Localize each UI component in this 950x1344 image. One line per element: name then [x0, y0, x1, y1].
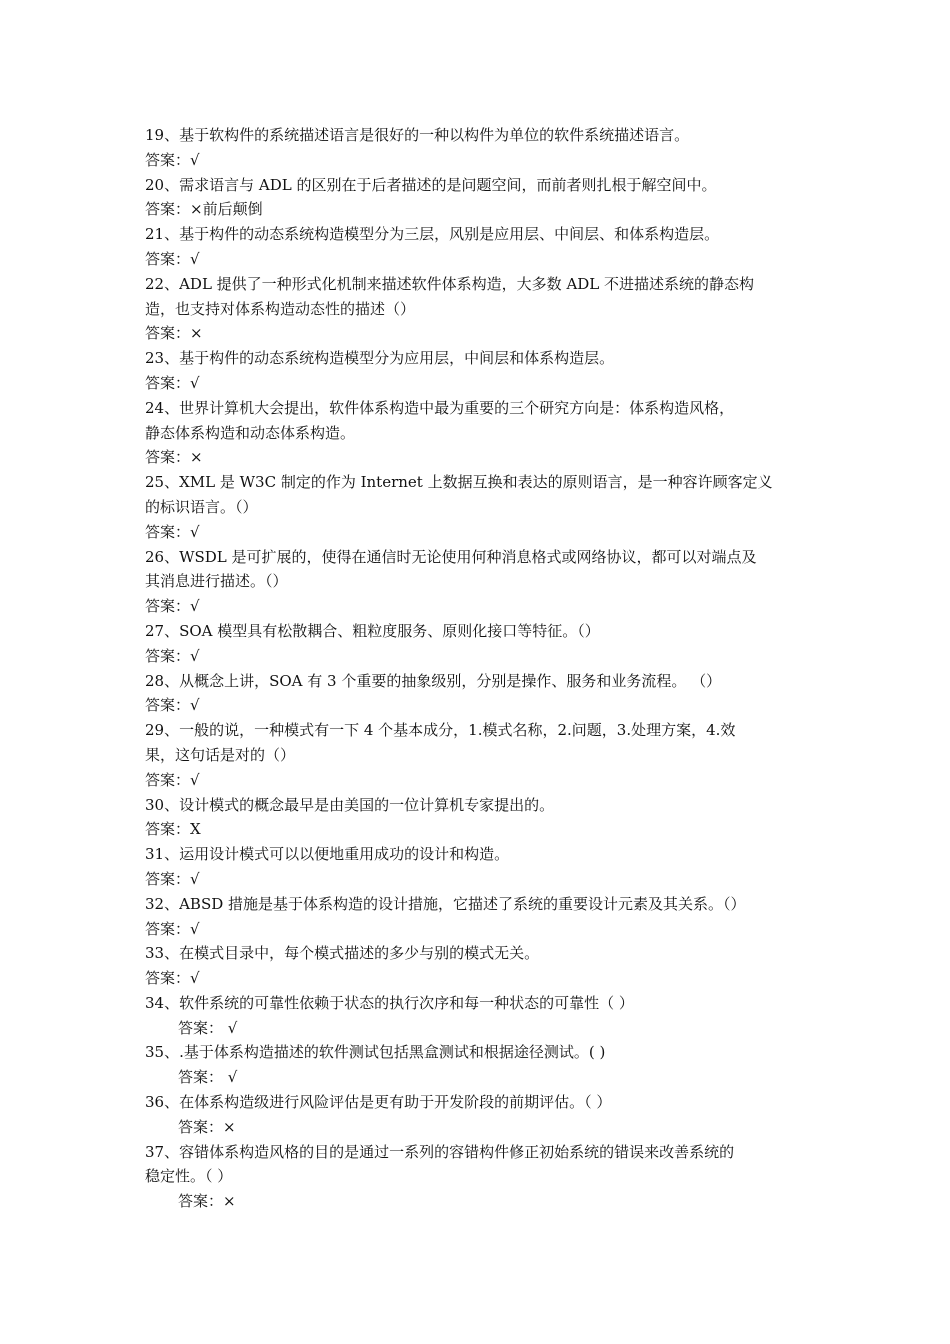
answer-line: 答案：√ [145, 597, 200, 616]
answer-line: 答案： √ [178, 1068, 238, 1087]
question-line: 34、软件系统的可靠性依赖于状态的执行次序和每一种状态的可靠性（ ） [145, 993, 634, 1012]
question-line: 其消息进行描述。（） [145, 572, 288, 591]
question-line: 的标识语言。（） [145, 497, 258, 516]
question-line: 24、世界计算机大会提出，软件体系构造中最为重要的三个研究方向是：体系构造风格， [145, 398, 735, 417]
question-line: 造，也支持对体系构造动态性的描述（） [145, 299, 416, 318]
answer-line: 答案：√ [145, 646, 200, 665]
answer-line: 答案：√ [145, 373, 200, 392]
answer-line: 答案：√ [145, 869, 200, 888]
question-line: 果，这句话是对的（） [145, 745, 296, 764]
answer-line: 答案：× [178, 1117, 236, 1136]
question-line: 19、基于软构件的系统描述语言是很好的一种以构件为单位的软件系统描述语言。 [145, 126, 690, 144]
question-line: 36、在体系构造级进行风险评估是更有助于开发阶段的前期评估。（ ） [145, 1093, 612, 1112]
question-line: 33、在模式目录中，每个模式描述的多少与别的模式无关。 [145, 944, 540, 963]
answer-line: 答案：√ [145, 770, 200, 789]
question-line: 23、基于构件的动态系统构造模型分为应用层，中间层和体系构造层。 [145, 349, 615, 368]
question-line: 25、XML 是 W3C 制定的作为 Internet 上数据互换和表达的原则语言，是一种容许顾客定义 [145, 473, 773, 492]
question-line: 37、容错体系构造风格的目的是通过一系列的容错构件修正初始系统的错误来改善系统的 [145, 1142, 735, 1161]
answer-line: 答案：√ [145, 696, 200, 715]
question-line: 22、ADL 提供了一种形式化机制来描述软件体系构造，大多数 ADL 不进描述系统的静态构 [145, 274, 755, 293]
answer-line: 答案： √ [178, 1018, 238, 1037]
question-line: 26、WSDL 是可扩展的，使得在通信时无论使用何种消息格式或网络协议，都可以对端点及 [145, 547, 757, 566]
answer-line: 答案：√ [145, 522, 200, 541]
question-line: 35、.基于体系构造描述的软件测试包括黑盒测试和根据途径测试。( ) [145, 1043, 606, 1062]
answer-line: 答案：√ [145, 969, 200, 988]
question-line: 31、运用设计模式可以以便地重用成功的设计和构造。 [145, 845, 510, 864]
answer-line: 答案：× [145, 448, 203, 467]
answer-line: 答案：√ [145, 919, 200, 938]
answer-line: 答案：X [145, 820, 201, 839]
answer-line: 答案：×前后颠倒 [145, 200, 263, 219]
question-line: 29、一般的说，一种模式有一下 4 个基本成分，1.模式名称，2.问题，3.处理方案，4.效 [145, 721, 736, 740]
question-line: 20、需求语言与 ADL 的区别在于后者描述的是问题空间，而前者则扎根于解空间中。 [145, 175, 717, 194]
answer-line: 答案：× [178, 1192, 236, 1211]
answer-line: 答案：√ [145, 249, 200, 268]
question-line: 27、SOA 模型具有松散耦合、粗粒度服务、原则化接口等特征。（） [145, 621, 600, 640]
document-body [145, 123, 805, 1214]
question-line: 30、设计模式的概念最早是由美国的一位计算机专家提出的。 [145, 795, 555, 814]
question-line: 稳定性。（ ） [145, 1167, 233, 1186]
answer-line: 答案：× [145, 324, 203, 343]
question-line: 32、ABSD 措施是基于体系构造的设计措施，它描述了系统的重要设计元素及其关系。（） [145, 894, 746, 913]
question-line: 静态体系构造和动态体系构造。 [145, 423, 356, 442]
question-line: 28、从概念上讲，SOA 有 3 个重要的抽象级别，分别是操作、服务和业务流程。 （） [145, 671, 722, 690]
answer-line: 答案：√ [145, 150, 200, 169]
question-line: 21、基于构件的动态系统构造模型分为三层，风别是应用层、中间层、和体系构造层。 [145, 225, 720, 244]
